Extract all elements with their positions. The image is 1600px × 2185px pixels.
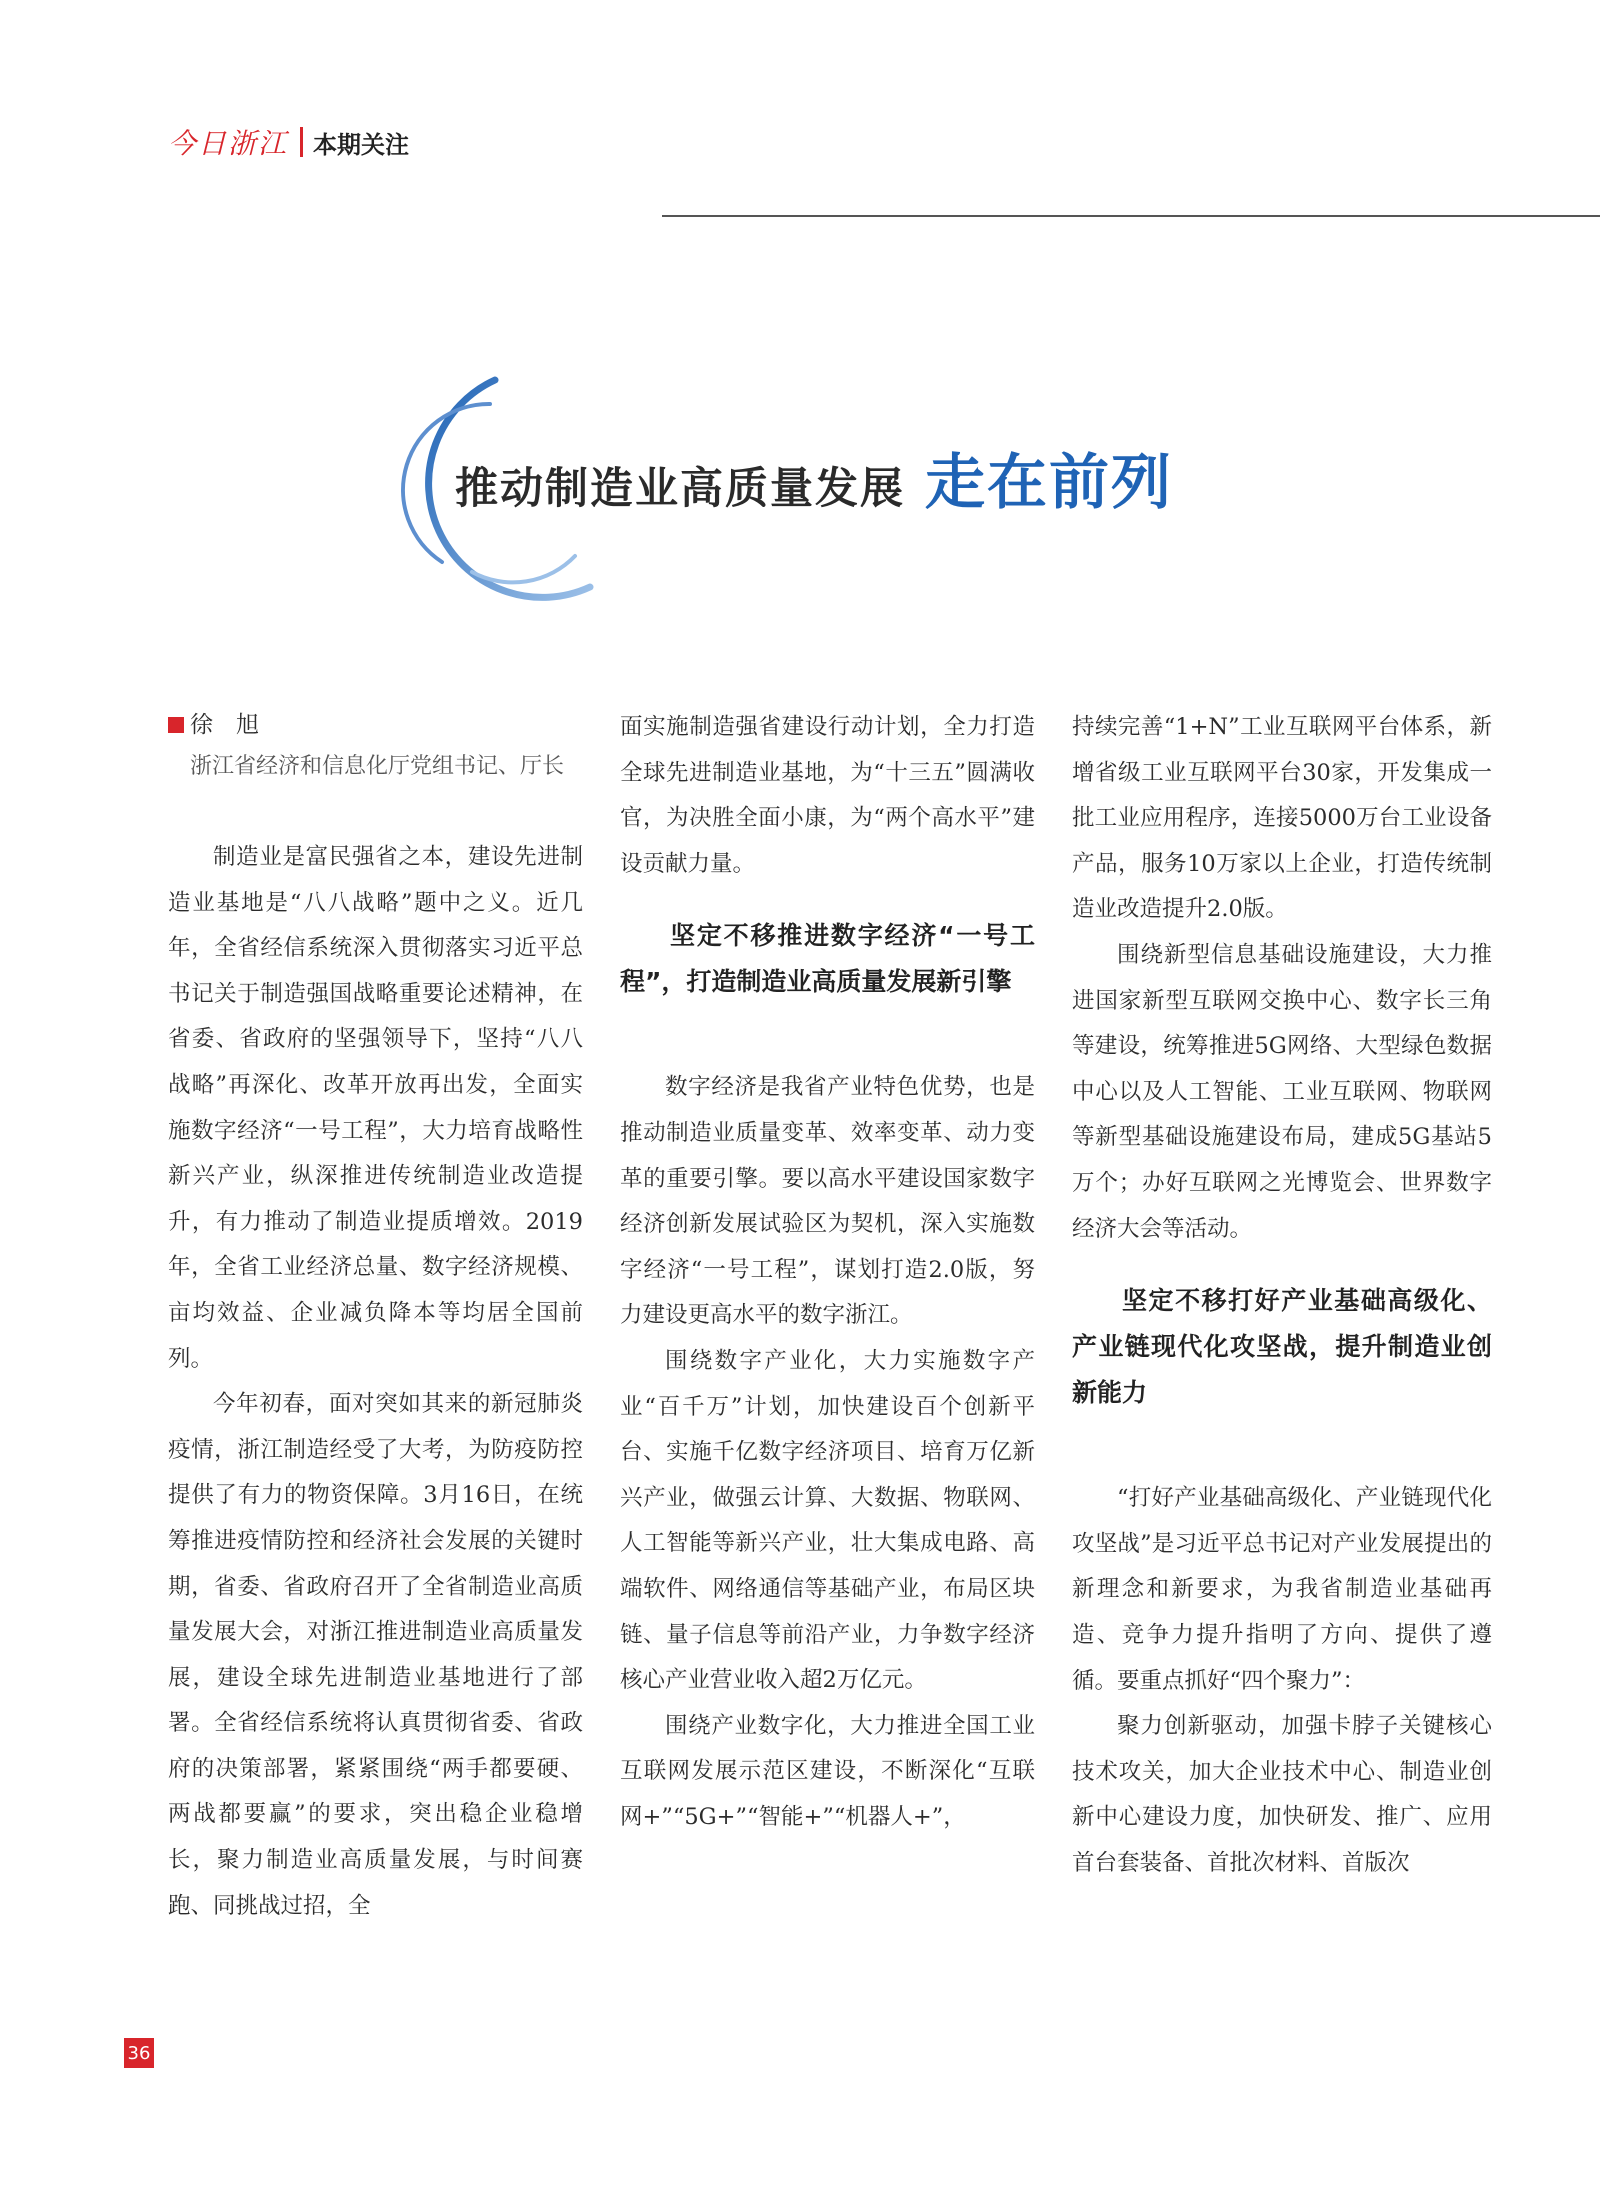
author-name: 徐 旭: [190, 712, 259, 738]
title-highlight: 走在前列: [925, 448, 1173, 518]
section-label: 本期关注: [313, 130, 410, 159]
paragraph: 聚力创新驱动，加强卡脖子关键核心技术攻关，加大企业技术中心、制造业创新中心建设力度，加快研发、推广、应用首台套装备、首批次材料、首版次: [1072, 1713, 1492, 1876]
column-2: [620, 705, 1035, 1840]
paragraph: 持续完善“1+N”工业互联网平台体系，新增省级工业互联网平台30家，开发集成一批工业应用程序，连接5000万台工业设备产品，服务10万家以上企业，打造传统制造业改造提升2.0版。: [1072, 714, 1492, 923]
paragraph: 面实施制造强省建设行动计划，全力打造全球先进制造业基地，为“十三五”圆满收官，为决胜全面小康，为“两个高水平”建设贡献力量。: [620, 714, 1035, 877]
column-1: [168, 705, 583, 1929]
paragraph: “打好产业基础高级化、产业链现代化攻坚战”是习近平总书记对产业发展提出的新理念和新要求，为我省制造业基础再造、竞争力提升指明了方向、提供了遵循。要重点抓好“四个聚力”：: [1072, 1485, 1492, 1694]
paragraph: 今年初春，面对突如其来的新冠肺炎疫情，浙江制造经受了大考，为防疫防控提供了有力的物资保障。3月16日，在统筹推进疫情防控和经济社会发展的关键时期，省委、省政府召开了全省制造业高质量发展大会，对浙江推进制造业高质量发展，建设全球先进制造业基地进行了部署。全省经信系统将认真贯彻省委、省政府的决策部署，紧紧围绕“两手都要硬、两战都要赢”的要求，突出稳企业稳增长，聚力制造业高质量发展，与时间赛跑、同挑战过招，全: [168, 1391, 583, 1919]
title-main: 推动制造业高质量发展: [455, 464, 905, 514]
page-header: [168, 122, 409, 162]
header-rule: [662, 215, 1600, 217]
header-separator: [300, 127, 303, 157]
paragraph: 围绕数字产业化，大力实施数字产业“百千万”计划，加快建设百个创新平台、实施千亿数字经济项目、培育万亿新兴产业，做强云计算、大数据、物联网、人工智能等新兴产业，壮大集成电路、高端软件、网络通信等基础产业，布局区块链、量子信息等前沿产业，力争数字经济核心产业营业收入超2万亿元。: [620, 1347, 1035, 1694]
article-title: [455, 435, 1173, 521]
author-position: 浙江省经济和信息化厅党组书记、厅长: [190, 754, 565, 779]
paragraph: 制造业是富民强省之本，建设先进制造业基地是“八八战略”题中之义。近几年，全省经信系统深入贯彻落实习近平总书记关于制造强国战略重要论述精神，在省委、省政府的坚强领导下，坚持“八八战略”再深化、改革开放再出发，全面实施数字经济“一号工程”，大力培育战略性新兴产业，纵深推进传统制造业改造提升，有力推动了制造业提质增效。2019年，全省工业经济总量、数字经济规模、亩均效益、企业减负降本等均居全国前列。: [168, 844, 583, 1372]
magazine-logo: 今日浙江: [168, 127, 289, 160]
section-heading: 坚定不移推进数字经济“一号工程”，打造制造业高质量发展新引擎: [620, 921, 1035, 997]
author-line: [168, 705, 583, 745]
paragraph: 围绕新型信息基础设施建设，大力推进国家新型互联网交换中心、数字长三角等建设，统筹推进5G网络、大型绿色数据中心以及人工智能、工业互联网、物联网等新型基础设施建设布局，建成5G基站5万个；办好互联网之光博览会、世界数字经济大会等活动。: [1072, 941, 1492, 1242]
paragraph: 数字经济是我省产业特色优势，也是推动制造业质量变革、效率变革、动力变革的重要引擎。要以高水平建设国家数字经济创新发展试验区为契机，深入实施数字经济“一号工程”，谋划打造2.0版，努力建设更高水平的数字浙江。: [620, 1074, 1035, 1329]
column-3: [1072, 705, 1492, 1886]
author-marker: [168, 717, 184, 733]
section-heading: 坚定不移打好产业基础高级化、产业链现代化攻坚战，提升制造业创新能力: [1072, 1286, 1492, 1408]
paragraph: 围绕产业数字化，大力推进全国工业互联网发展示范区建设，不断深化“互联网+”“5G+”“智能+”“机器人+”，: [620, 1712, 1035, 1830]
page-number: 36: [124, 2038, 154, 2068]
